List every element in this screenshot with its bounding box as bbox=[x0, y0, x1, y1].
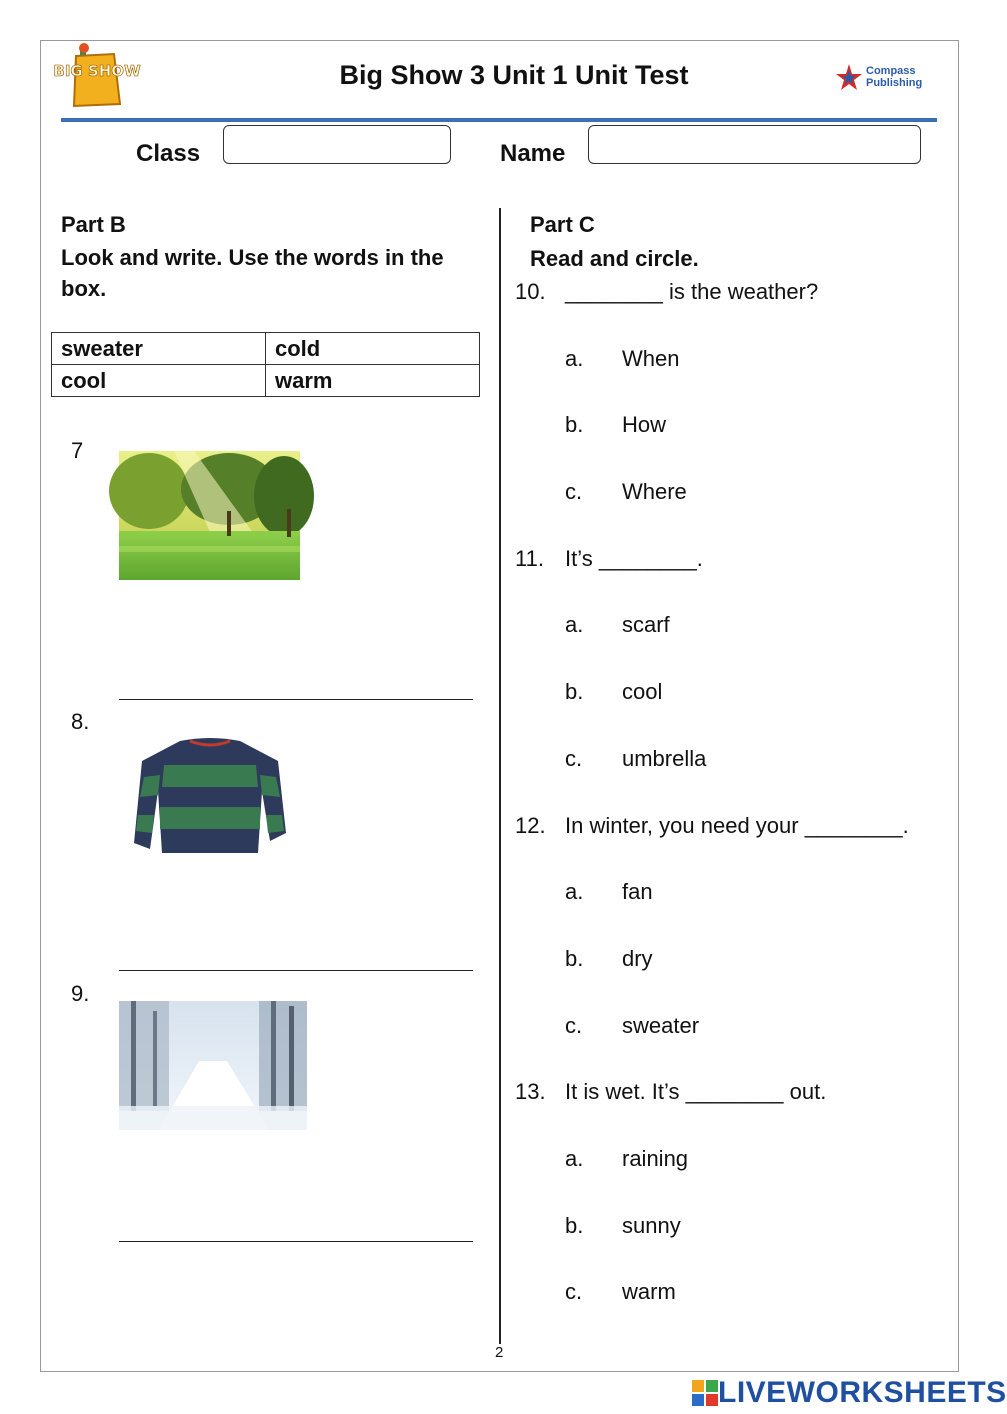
option-letter: c. bbox=[565, 479, 583, 504]
name-input[interactable] bbox=[588, 125, 921, 164]
word-cell: cold bbox=[266, 333, 480, 365]
option-text[interactable]: warm bbox=[622, 1279, 676, 1304]
question-number: 12. bbox=[515, 813, 546, 838]
item-number: 8. bbox=[71, 709, 90, 734]
option-text[interactable]: Where bbox=[622, 479, 687, 504]
option-text[interactable]: raining bbox=[622, 1146, 689, 1171]
option-letter: a. bbox=[565, 879, 584, 904]
part-c-instruction: Read and circle. bbox=[530, 246, 699, 271]
item-number: 9. bbox=[71, 981, 90, 1006]
question-text: In winter, you need your ________. bbox=[565, 813, 909, 838]
word-cell: sweater bbox=[52, 333, 266, 365]
option-letter: a. bbox=[565, 346, 584, 371]
answer-line[interactable] bbox=[119, 970, 473, 971]
part-b-instruction-line2: box. bbox=[61, 276, 107, 301]
item-number: 7 bbox=[71, 438, 84, 463]
option-text[interactable]: dry bbox=[622, 946, 653, 971]
option-text[interactable]: fan bbox=[622, 879, 653, 904]
word-box bbox=[51, 332, 480, 397]
option-text[interactable]: scarf bbox=[622, 612, 670, 637]
option-text[interactable]: cool bbox=[622, 679, 663, 704]
option-text[interactable]: How bbox=[622, 412, 667, 437]
question-number: 10. bbox=[515, 279, 546, 304]
question-text: ________ is the weather? bbox=[565, 279, 819, 304]
question-number: 13. bbox=[515, 1079, 546, 1104]
word-cell: warm bbox=[266, 365, 480, 397]
class-input[interactable] bbox=[223, 125, 451, 164]
class-label: Class bbox=[136, 140, 201, 167]
logo-text-big: BIG SHOW bbox=[53, 62, 141, 80]
option-text[interactable]: When bbox=[622, 346, 680, 371]
option-letter: b. bbox=[565, 1213, 584, 1238]
word-row bbox=[52, 365, 480, 397]
page-title: Big Show 3 Unit 1 Unit Test bbox=[339, 60, 689, 90]
word-cell: cool bbox=[52, 365, 266, 397]
word-row bbox=[52, 333, 480, 365]
option-letter: c. bbox=[565, 746, 583, 771]
compass-publishing-logo bbox=[836, 62, 926, 94]
option-text[interactable]: sweater bbox=[622, 1013, 700, 1038]
answer-line[interactable] bbox=[119, 1241, 473, 1242]
page-number: 2 bbox=[495, 1344, 504, 1361]
part-b-instruction-line1: Look and write. Use the words in the bbox=[61, 245, 444, 270]
compass-logo-line1: Compass bbox=[866, 65, 916, 77]
answer-line[interactable] bbox=[119, 699, 473, 700]
question-text: It’s ________. bbox=[565, 546, 703, 571]
part-b-heading: Part B bbox=[61, 212, 126, 237]
compass-logo-line2: Publishing bbox=[866, 77, 923, 89]
option-letter: c. bbox=[565, 1013, 583, 1038]
striped-sweater-image bbox=[130, 735, 290, 860]
option-letter: b. bbox=[565, 679, 584, 704]
name-label: Name bbox=[500, 140, 566, 167]
liveworksheets-brand: LIVEWORKSHEETS bbox=[718, 1376, 1007, 1409]
question-number: 11. bbox=[515, 546, 544, 571]
part-c-heading: Part C bbox=[530, 212, 595, 237]
option-letter: a. bbox=[565, 612, 584, 637]
option-letter: a. bbox=[565, 1146, 584, 1171]
sunny-park-image bbox=[119, 451, 300, 580]
header-divider bbox=[61, 118, 937, 122]
snowy-road-image bbox=[119, 1001, 307, 1130]
question-text: It is wet. It’s ________ out. bbox=[565, 1079, 827, 1104]
option-letter: b. bbox=[565, 946, 584, 971]
option-letter: b. bbox=[565, 412, 584, 437]
option-text[interactable]: umbrella bbox=[622, 746, 707, 771]
option-text[interactable]: sunny bbox=[622, 1213, 681, 1238]
column-divider bbox=[499, 208, 501, 1344]
option-letter: c. bbox=[565, 1279, 583, 1304]
liveworksheets-logo bbox=[692, 1376, 1007, 1410]
